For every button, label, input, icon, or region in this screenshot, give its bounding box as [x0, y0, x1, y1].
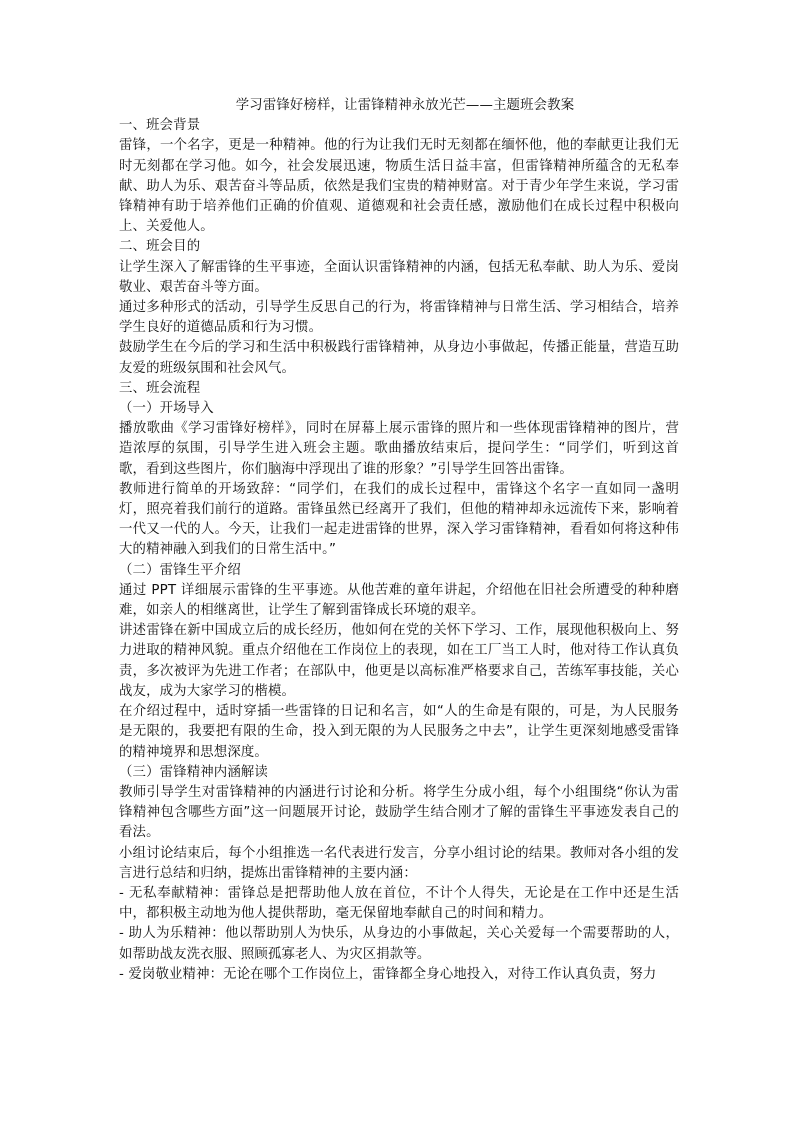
- section-heading: 一、班会背景: [119, 118, 201, 134]
- paragraph: 通过 PPT 详细展示雷锋的生平事迹。从他苦难的童年讲起，介绍他在旧社会所遭受的种种磨难，如亲人的相继离世，让学生了解到雷锋成长环境的艰辛。: [119, 582, 679, 619]
- subsection-heading: （二）雷锋生平介绍: [119, 562, 241, 578]
- paragraph: 雷锋，一个名字，更是一种精神。他的行为让我们无时无刻都在缅怀他，他的奉献更让我们无时无刻都在学习他。如今，社会发展迅速，物质生活日益丰富，但雷锋精神所蕴含的无私奉献、助人为乐、艰苦奋斗等品质，依然是我们宝贵的精神财富。对于青少年学生来说，学习雷锋精神有助于培养他们正确的价值观、道德观和社会责任感，激励他们在成长过程中积极向上、关爱他人。: [119, 138, 679, 235]
- bullet-item: - 无私奉献精神：雷锋总是把帮助他人放在首位，不计个人得失，无论是在工作中还是生活中，都积极主动地为他人提供帮助，毫无保留地奉献自己的时间和精力。: [119, 885, 679, 922]
- paragraph: 在介绍过程中，适时穿插一些雷锋的日记和名言，如“人的生命是有限的，可是，为人民服务是无限的，我要把有限的生命，投入到无限的为人民服务之中去”，让学生更深刻地感受雷锋的精神境界和思想深度。: [119, 704, 679, 760]
- paragraph: 播放歌曲《学习雷锋好榜样》，同时在屏幕上展示雷锋的照片和一些体现雷锋精神的图片，营造浓厚的氛围，引导学生进入班会主题。歌曲播放结束后，提问学生：“同学们，听到这首歌，看到这些图片，你们脑海中浮现出了谁的形象？”引导学生回答出雷锋。: [119, 421, 679, 477]
- paragraph: 小组讨论结束后，每个小组推选一名代表进行发言，分享小组讨论的结果。教师对各小组的发言进行总结和归纳，提炼出雷锋精神的主要内涵：: [119, 845, 679, 881]
- subsection-spirit-interpretation: [119, 763, 679, 985]
- section-background: [119, 116, 679, 237]
- paragraph: 让学生深入了解雷锋的生平事迹，全面认识雷锋精神的内涵，包括无私奉献、助人为乐、爱岗敬业、艰苦奋斗等方面。: [119, 259, 679, 295]
- paragraph: 鼓励学生在今后的学习和生活中积极践行雷锋精神，从身边小事做起，传播正能量，营造互助友爱的班级氛围和社会风气。: [119, 340, 679, 376]
- bullet-item: - 爱岗敬业精神：无论在哪个工作岗位上，雷锋都全身心地投入，对待工作认真负责，努力: [119, 966, 657, 982]
- section-heading: 三、班会流程: [119, 380, 201, 396]
- paragraph: 教师进行简单的开场致辞：“同学们，在我们的成长过程中，雷锋这个名字一直如同一盏明灯，照亮着我们前行的道路。雷锋虽然已经离开了我们，但他的精神却永远流传下来，影响着一代又一代的人。今天，让我们一起走进雷锋的世界，深入学习雷锋精神，看看如何将这种伟大的精神融入到我们的日常生活中。”: [119, 481, 679, 558]
- section-process: [119, 379, 679, 985]
- bullet-item: - 助人为乐精神：他以帮助别人为快乐，从身边的小事做起，关心关爱每一个需要帮助的人，如帮助战友洗衣服、照顾孤寡老人、为灾区捐款等。: [119, 926, 679, 962]
- section-heading: 二、班会目的: [119, 239, 201, 255]
- paragraph: 讲述雷锋在新中国成立后的成长经历，他如何在党的关怀下学习、工作，展现他积极向上、努力进取的精神风貌。重点介绍他在工作岗位上的表现，如在工厂当工人时，他对待工作认真负责，多次被评为先进工作者；在部队中，他更是以高标准严格要求自己，苦练军事技能，关心战友，成为大家学习的楷模。: [119, 623, 679, 699]
- section-purpose: [119, 237, 679, 378]
- document-title: 学习雷锋好榜样，让雷锋精神永放光芒——主题班会教案: [235, 98, 575, 113]
- subsection-opening: [119, 399, 679, 561]
- subsection-heading: （三）雷锋精神内涵解读: [119, 764, 268, 780]
- document-page: [119, 96, 679, 985]
- paragraph: 通过多种形式的活动，引导学生反思自己的行为，将雷锋精神与日常生活、学习相结合，培养学生良好的道德品质和行为习惯。: [119, 300, 679, 336]
- subsection-biography: [119, 561, 679, 763]
- subsection-heading: （一）开场导入: [119, 401, 214, 417]
- paragraph: 教师引导学生对雷锋精神的内涵进行讨论和分析。将学生分成小组，每个小组围绕“你认为雷锋精神包含哪些方面”这一问题展开讨论，鼓励学生结合刚才了解的雷锋生平事迹发表自己的看法。: [119, 784, 679, 841]
